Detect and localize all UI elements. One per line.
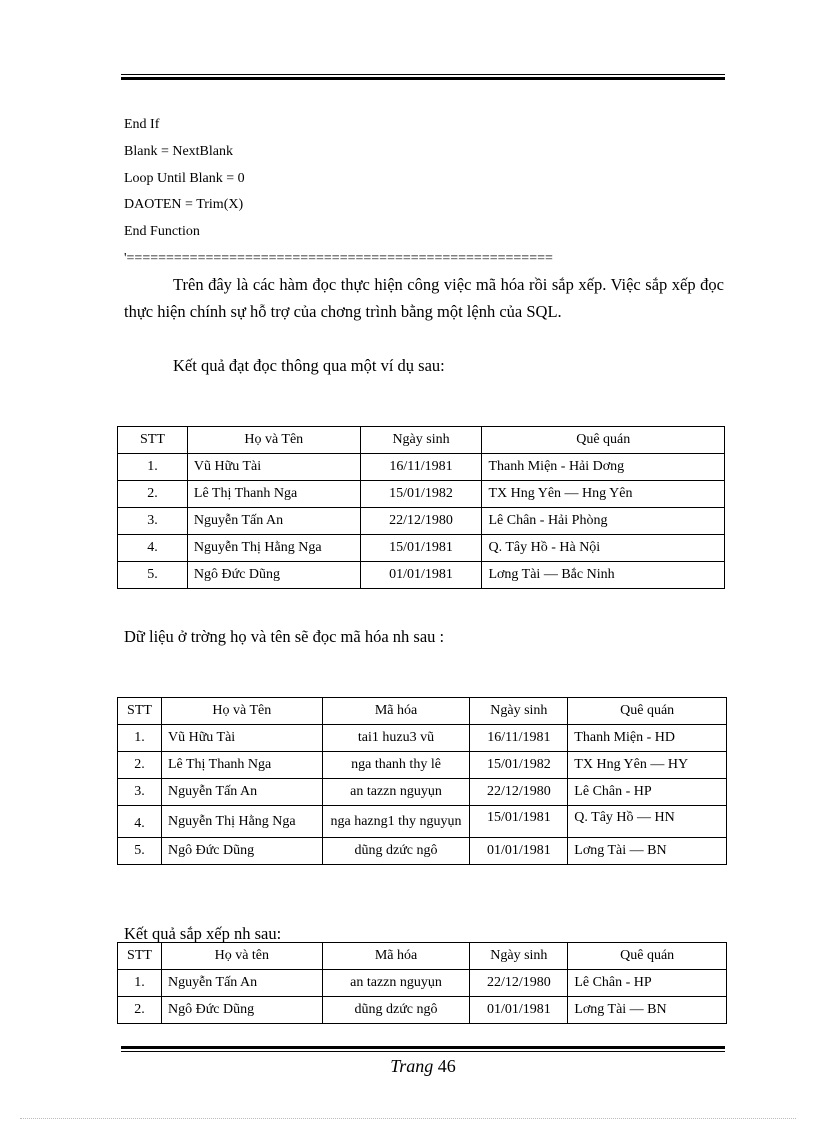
cell-hometown: TX Hng Yên — Hng Yên bbox=[482, 481, 725, 508]
table-row bbox=[118, 562, 725, 589]
header-rule bbox=[121, 74, 725, 80]
cell-hometown: TX Hng Yên — HY bbox=[568, 752, 727, 779]
table-row bbox=[118, 838, 727, 865]
cell-stt: 5. bbox=[118, 562, 188, 589]
table-row bbox=[118, 997, 727, 1024]
cell-hometown: Thanh Miện - HD bbox=[568, 725, 727, 752]
header-cell: Ngày sinh bbox=[470, 698, 568, 725]
cell-hometown: Lê Chân - Hải Phòng bbox=[482, 508, 725, 535]
cell-stt: 4. bbox=[118, 535, 188, 562]
cell-birthdate: 01/01/1981 bbox=[360, 562, 482, 589]
header-cell: Mã hóa bbox=[322, 698, 470, 725]
cell-stt: 1. bbox=[118, 970, 162, 997]
code-line: Loop Until Blank = 0 bbox=[124, 170, 245, 186]
cell-birthdate: 01/01/1981 bbox=[470, 997, 568, 1024]
table-row bbox=[118, 535, 725, 562]
table-row bbox=[118, 806, 727, 838]
table-row bbox=[118, 454, 725, 481]
cell-birthdate: 16/11/1981 bbox=[360, 454, 482, 481]
code-line: Blank = NextBlank bbox=[124, 143, 233, 159]
code-line: '====================================================== bbox=[124, 250, 553, 266]
code-line: End If bbox=[124, 117, 160, 132]
cell-stt: 1. bbox=[118, 725, 162, 752]
cell-name: Vũ Hữu Tài bbox=[161, 725, 322, 752]
cell-name: Nguyễn Thị Hằng Nga bbox=[161, 806, 322, 838]
cell-code: an tazzn nguyụn bbox=[322, 779, 470, 806]
header-cell: Quê quán bbox=[568, 698, 727, 725]
cell-stt: 4. bbox=[118, 806, 162, 838]
cell-hometown: Lê Chân - HP bbox=[568, 970, 727, 997]
table-original bbox=[117, 426, 725, 589]
header-cell: Quê quán bbox=[482, 427, 725, 454]
cell-code: dũng dzức ngô bbox=[322, 838, 470, 865]
table-row bbox=[118, 752, 727, 779]
cell-birthdate: 22/12/1980 bbox=[470, 970, 568, 997]
header-cell: Họ và tên bbox=[161, 943, 322, 970]
cell-code: nga thanh thy lê bbox=[322, 752, 470, 779]
cell-name: Nguyễn Tấn An bbox=[187, 508, 360, 535]
cell-birthdate: 22/12/1980 bbox=[360, 508, 482, 535]
cell-stt: 5. bbox=[118, 838, 162, 865]
table-encoded bbox=[117, 697, 727, 865]
cell-code: tai1 huzu3 vũ bbox=[322, 725, 470, 752]
header-cell: Ngày sinh bbox=[360, 427, 482, 454]
cell-birthdate: 22/12/1980 bbox=[470, 779, 568, 806]
page-label: Trang bbox=[390, 1056, 434, 1076]
cell-name: Ngô Đức Dũng bbox=[161, 838, 322, 865]
table-row bbox=[118, 725, 727, 752]
cell-stt: 2. bbox=[118, 997, 162, 1024]
cell-hometown: Q. Tây Hồ - Hà Nội bbox=[482, 535, 725, 562]
cell-hometown: Lơng Tài — BN bbox=[568, 997, 727, 1024]
table-row bbox=[118, 970, 727, 997]
footer-rule bbox=[121, 1046, 725, 1052]
cell-birthdate: 15/01/1981 bbox=[360, 535, 482, 562]
cell-hometown: Lê Chân - HP bbox=[568, 779, 727, 806]
header-cell: STT bbox=[118, 427, 188, 454]
cell-hometown: Lơng Tài — BN bbox=[568, 838, 727, 865]
page-number-value: 46 bbox=[437, 1056, 456, 1076]
table-row bbox=[118, 481, 725, 508]
cell-birthdate: 15/01/1981 bbox=[470, 806, 568, 838]
cell-stt: 3. bbox=[118, 508, 188, 535]
table-header-row bbox=[118, 943, 727, 970]
cell-name: Nguyễn Tấn An bbox=[161, 779, 322, 806]
header-cell: STT bbox=[118, 698, 162, 725]
cell-stt: 2. bbox=[118, 481, 188, 508]
header-cell: Họ và Tên bbox=[161, 698, 322, 725]
page-number bbox=[0, 1056, 816, 1077]
cell-stt: 3. bbox=[118, 779, 162, 806]
header-cell: Họ và Tên bbox=[187, 427, 360, 454]
header-cell: Mã hóa bbox=[322, 943, 470, 970]
table-row bbox=[118, 508, 725, 535]
cell-hometown: Thanh Miện - Hải Dơng bbox=[482, 454, 725, 481]
table-header-row bbox=[118, 427, 725, 454]
paragraph-sorted: Kết quả sắp xếp nh sau: bbox=[124, 924, 282, 943]
paragraph-example: Kết quả đạt đọc thông qua một ví dụ sau: bbox=[173, 356, 445, 375]
code-block bbox=[124, 112, 553, 273]
cell-hometown: Lơng Tài — Bắc Ninh bbox=[482, 562, 725, 589]
cell-stt: 2. bbox=[118, 752, 162, 779]
cell-name: Nguyễn Thị Hằng Nga bbox=[187, 535, 360, 562]
cell-birthdate: 15/01/1982 bbox=[360, 481, 482, 508]
cell-code: dũng dzức ngô bbox=[322, 997, 470, 1024]
paragraph-encoding: Dữ liệu ở trờng họ và tên sẽ đọc mã hóa nh sau : bbox=[124, 627, 445, 646]
table-header-row bbox=[118, 698, 727, 725]
code-line: DAOTEN = Trim(X) bbox=[124, 197, 244, 213]
cell-name: Lê Thị Thanh Nga bbox=[187, 481, 360, 508]
cell-code: nga hazng1 thy nguyụn bbox=[322, 806, 470, 838]
header-cell: STT bbox=[118, 943, 162, 970]
cell-name: Ngô Đức Dũng bbox=[187, 562, 360, 589]
table-sorted bbox=[117, 942, 727, 1024]
table-row bbox=[118, 779, 727, 806]
cell-code: an tazzn nguyụn bbox=[322, 970, 470, 997]
code-line: End Function bbox=[124, 224, 200, 240]
page-bottom-divider bbox=[20, 1118, 796, 1119]
cell-birthdate: 01/01/1981 bbox=[470, 838, 568, 865]
cell-stt: 1. bbox=[118, 454, 188, 481]
header-cell: Quê quán bbox=[568, 943, 727, 970]
cell-birthdate: 15/01/1982 bbox=[470, 752, 568, 779]
cell-name: Vũ Hữu Tài bbox=[187, 454, 360, 481]
cell-birthdate: 16/11/1981 bbox=[470, 725, 568, 752]
cell-name: Nguyễn Tấn An bbox=[161, 970, 322, 997]
paragraph-intro: Trên đây là các hàm đọc thực hiện công việc mã hóa rồi sắp xếp. Việc sắp xếp đọc thực hiện chính sự hỗ trợ của chơng trình bằng một lệnh của SQL. bbox=[124, 275, 724, 321]
cell-hometown: Q. Tây Hồ — HN bbox=[568, 806, 727, 838]
cell-name: Ngô Đức Dũng bbox=[161, 997, 322, 1024]
header-cell: Ngày sinh bbox=[470, 943, 568, 970]
cell-name: Lê Thị Thanh Nga bbox=[161, 752, 322, 779]
